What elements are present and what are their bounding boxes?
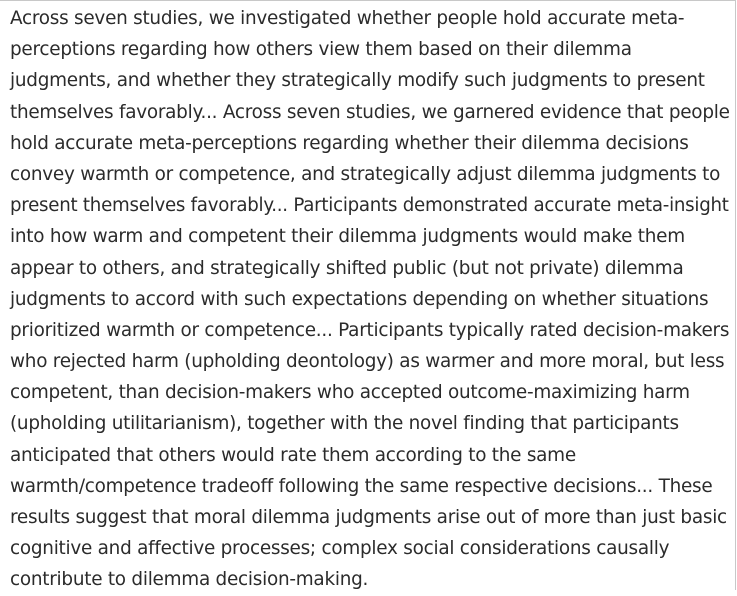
text-line: warmth/competence tradeoff following the same respective decisions... These — [10, 475, 713, 497]
abstract-paragraph — [10, 3, 732, 596]
text-line: competent, than decision-makers who accepted outcome-maximizing harm — [10, 382, 690, 404]
text-line: perceptions regarding how others view them based on their dilemma — [10, 39, 632, 61]
text-line: contribute to dilemma decision-making. — [10, 569, 369, 591]
text-line: who rejected harm (upholding deontology) as warmer and more moral, but less — [10, 351, 725, 373]
text-line: results suggest that moral dilemma judgments arise out of more than just basic — [10, 507, 727, 528]
text-line: into how warm and competent their dilemma judgments would make them — [10, 226, 685, 248]
text-line: (upholding utilitarianism), together with the novel finding that participants — [10, 413, 679, 435]
text-line: prioritized warmth or competence... Participants typically rated decision-makers — [10, 319, 730, 341]
text-line: convey warmth or competence, and strategically adjust dilemma judgments to — [10, 163, 721, 185]
text-line: cognitive and affective processes; complex social considerations causally — [10, 538, 670, 560]
text-line: anticipated that others would rate them according to the same — [10, 444, 576, 466]
text-line: present themselves favorably... Participants demonstrated accurate meta-insight — [10, 195, 729, 217]
text-line: hold accurate meta-perceptions regarding whether their dilemma decisions — [10, 132, 689, 154]
text-line: judgments, and whether they strategically modify such judgments to present — [10, 70, 705, 92]
text-line: themselves favorably... Across seven studies, we garnered evidence that people — [10, 101, 730, 123]
text-line: appear to others, and strategically shifted public (but not private) dilemma — [10, 257, 684, 279]
text-line: judgments to accord with such expectations depending on whether situations — [10, 288, 709, 310]
text-line: Across seven studies, we investigated whether people hold accurate meta- — [10, 8, 685, 29]
